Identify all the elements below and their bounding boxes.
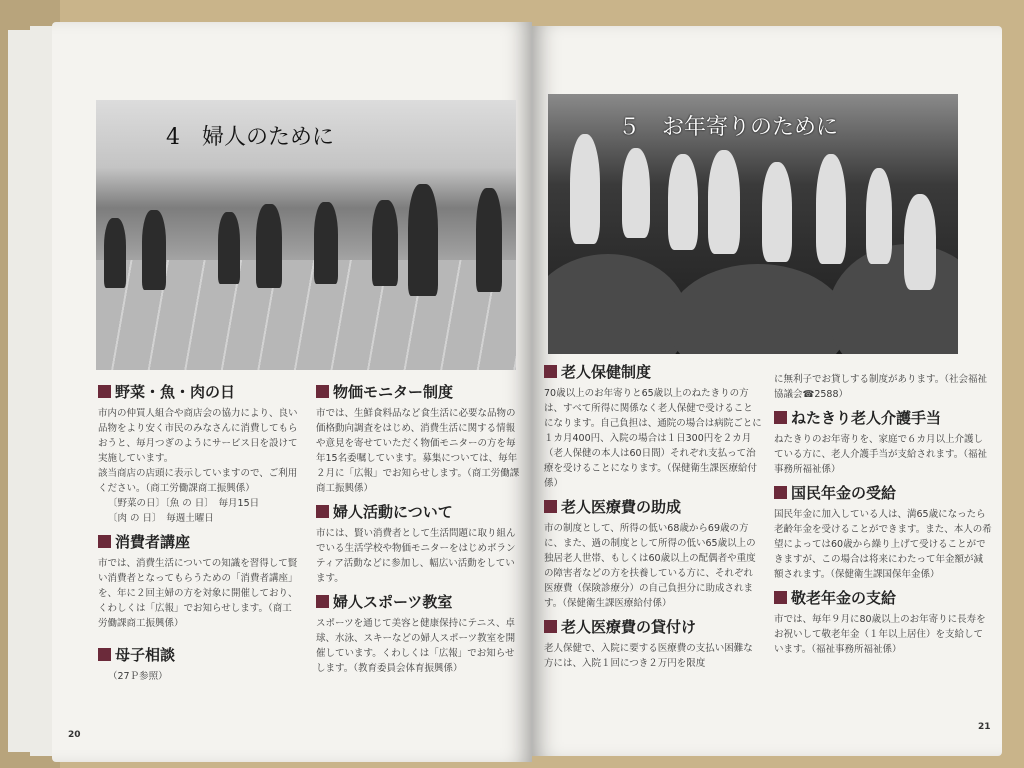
section-body: 市内の仲買人組合や商店会の協力により、良い品物をより安く市民のみなさんに消費してもらおうと、毎月つぎのようにサービス日を設けて実施しています。: [98, 408, 298, 464]
elderly-garden-photo: [548, 94, 958, 354]
right-page-column-2: [774, 372, 992, 657]
section-heading: 母子相談: [98, 645, 298, 665]
section-body: ねたきりのお年寄りを、家庭で６カ月以上介護している方に、老人介護手当が支給されます。（福祉事務所福祉係）: [774, 434, 987, 475]
runner-figure: [408, 184, 438, 296]
runner-figure: [476, 188, 502, 292]
section-heading: 国民年金の受給: [774, 483, 992, 503]
runner-figure: [218, 212, 240, 284]
heading-marker-icon: [316, 505, 329, 518]
runner-figure: [104, 218, 126, 288]
runner-figure: [314, 202, 338, 284]
left-page: [52, 22, 532, 762]
section-heading: 婦人スポーツ教室: [316, 592, 522, 612]
heading-marker-icon: [544, 500, 557, 513]
person-figure: [622, 148, 650, 238]
left-page-column-2: [316, 376, 522, 676]
plant-foliage: [828, 244, 958, 354]
schedule-line: 〔野菜の日〕〔魚 の 日〕 毎月15日: [108, 498, 260, 509]
section-body: 該当商店の店頭に表示していますので、ご利用ください。（商工労働課商工振興係）: [98, 468, 298, 494]
person-figure: [866, 168, 892, 264]
person-figure: [904, 194, 936, 290]
women-running-photo: [96, 100, 516, 370]
heading-marker-icon: [98, 385, 111, 398]
heading-marker-icon: [316, 385, 329, 398]
heading-marker-icon: [544, 365, 557, 378]
left-page-column-1: [98, 376, 298, 684]
section-heading: 野菜・魚・肉の日: [98, 382, 298, 402]
section-body: 市では、消費生活についての知識を習得して賢い消費者となってもらうための「消費者講座」を、年に２回主婦の方を対象に開催しており、くわしくは「広報」でお知らせします。（商工労働課商工振興係）: [98, 558, 298, 629]
heading-marker-icon: [544, 620, 557, 633]
right-page-column-1: [544, 356, 762, 671]
page-number: 20: [68, 730, 81, 740]
section-heading: 老人医療費の助成: [544, 497, 762, 517]
section-body: 市では、生鮮食料品など食生活に必要な品物の価格動向調査をはじめ、消費生活に関する情報や意見を寄せていただく物価モニターの方を毎年15名委嘱しています。募集については、毎年２月に「広報」でお知らせします。（商工労働課商工振興係）: [316, 408, 520, 494]
person-figure: [816, 154, 846, 264]
runner-figure: [372, 200, 398, 286]
section-heading: 敬老年金の支給: [774, 588, 992, 608]
section-body: に無利子でお貸しする制度があります。（社会福祉協議会☎2588）: [774, 374, 987, 400]
heading-marker-icon: [774, 486, 787, 499]
section-body: 国民年金に加入している人は、満65歳になったら老齢年金を受けることができます。また、本人の希望によっては60歳から繰り上げて受けることができますが、この場合は将来にわたって年金額が減額されます。（保健衛生課国保年金係）: [774, 509, 992, 580]
runner-figure: [142, 210, 166, 290]
plant-foliage: [668, 264, 848, 354]
person-figure: [762, 162, 792, 262]
plant-foliage: [548, 254, 688, 354]
person-figure: [570, 134, 600, 244]
section-heading: 老人医療費の貸付け: [544, 617, 762, 637]
right-page-title: ５ お年寄りのために: [618, 115, 839, 140]
heading-marker-icon: [774, 411, 787, 424]
heading-marker-icon: [98, 648, 111, 661]
section-body: 市の制度として、所得の低い68歳から69歳の方に、また、過の制度として所得の低い65歳以上の独居老人世帯、もしくは60歳以上の配偶者や重度の障害者などの方を扶養している方に、それぞれ医療費（保険診療分）の自己負担分に助成されます。（保健衛生課医療給付係）: [544, 523, 756, 609]
heading-marker-icon: [774, 591, 787, 604]
section-body: （27Ｐ参照）: [108, 671, 168, 682]
section-heading: 婦人活動について: [316, 502, 522, 522]
heading-marker-icon: [98, 535, 111, 548]
section-body: 70歳以上のお年寄りと65歳以上のねたきりの方は、すべて所得に関係なく老人保健で受けることになります。自己負担は、通院の場合は病院ごとに１カ月400円、入院の場合は１日300円を２カ月（老人保健の本人は60日間）それぞれ支払って治療を受けることになります。（保健衛生課医療給付係）: [544, 388, 762, 489]
left-page-title: 4 婦人のために: [166, 125, 334, 150]
section-body: 老人保健で、入院に要する医療費の支払い困難な方には、入院１回につき２万円を限度: [544, 643, 753, 669]
section-heading: ねたきり老人介護手当: [774, 408, 992, 428]
section-body: 市には、賢い消費者として生活問題に取り組んでいる生活学校や物価モニターをはじめボランティア活動などに参加し、幅広い活動をしています。: [316, 528, 516, 584]
section-body: 市では、毎年９月に80歳以上のお年寄りに長寿をお祝いして敬老年金（１年以上居住）を支給しています。（福祉事務所福祉係）: [774, 614, 986, 655]
heading-marker-icon: [316, 595, 329, 608]
schedule-line: 〔肉 の 日〕 毎週土曜日: [108, 513, 214, 524]
section-body: スポーツを通じて美容と健康保持にテニス、卓球、水泳、スキーなどの婦人スポーツ教室を開催しています。くわしくは「広報」でお知らせします。（教育委員会体育振興係）: [316, 618, 516, 674]
section-heading: 消費者講座: [98, 532, 298, 552]
person-figure: [668, 154, 698, 250]
section-heading: 老人保健制度: [544, 362, 762, 382]
runner-figure: [256, 204, 282, 288]
section-heading: 物価モニター制度: [316, 382, 522, 402]
person-figure: [708, 150, 740, 254]
right-page: [532, 26, 1002, 756]
page-number: 21: [978, 722, 991, 732]
